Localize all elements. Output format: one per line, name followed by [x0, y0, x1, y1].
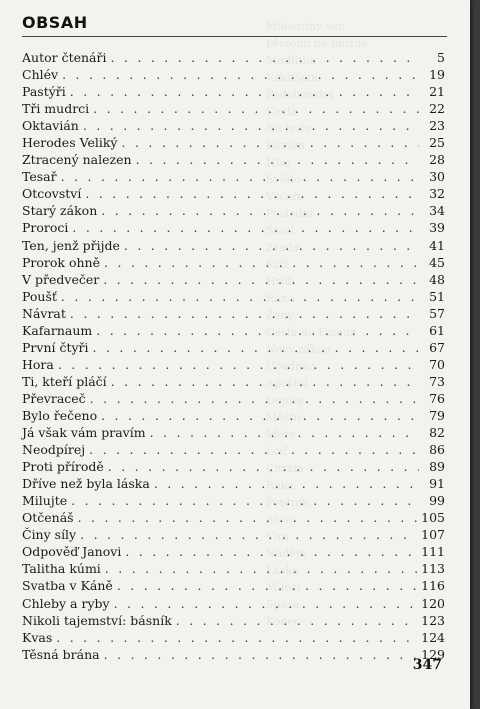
- toc-entry-title: Autor čtenáři: [22, 50, 107, 65]
- dot-leader: [70, 83, 419, 100]
- toc-entry-page: 116: [421, 578, 445, 594]
- toc-entry-title: Tesař: [22, 169, 57, 185]
- toc-entry: [22, 66, 445, 83]
- toc-entry-page: 22: [429, 101, 445, 117]
- toc-entry-title: Návrat: [22, 305, 66, 321]
- dot-leader: [114, 595, 418, 612]
- toc-entry: [22, 83, 445, 100]
- dot-leader: [122, 134, 420, 151]
- dot-leader: [125, 543, 417, 560]
- toc-entry-page: 129: [421, 646, 445, 662]
- toc-entry: [22, 237, 445, 254]
- toc-entry-page: 39: [429, 220, 445, 236]
- toc-entry-page: 57: [429, 305, 445, 321]
- toc-entry-page: 124: [421, 629, 445, 645]
- toc-entry: [22, 168, 445, 185]
- dot-leader: [85, 185, 419, 202]
- toc-entry-page: 86: [429, 442, 445, 458]
- toc-entry-title: Bylo řečeno: [22, 407, 98, 423]
- toc-entry-title: Milujte: [22, 493, 68, 509]
- toc-entry-title: Tři mudrci: [22, 101, 90, 117]
- toc-entry-page: 107: [421, 527, 445, 543]
- bleed-through-text: Milosrdný sen Pěstoun na hnízdě Modlitba Vzkříšení Podobenství Cesta Na hoře Kámen Hlas Světlo Večeře Poslední Soud Zrada Kříž Hrob Ráno Ženy Cesta do Emauz Nový zákon Učedníci Apoštol Dopisy Město Moře Loď Chrám Řeka Poutník Slovo Víra Naděje Láska Milost Spása Konec: [266, 20, 368, 628]
- page-number: 347: [412, 657, 442, 673]
- toc-entry-page: 91: [429, 476, 445, 492]
- dot-leader: [96, 322, 419, 339]
- heading-rule: [22, 36, 447, 37]
- dot-leader: [56, 629, 417, 646]
- toc-entry: [22, 458, 445, 475]
- toc-entry-page: 89: [429, 459, 445, 475]
- toc-entry: [22, 560, 445, 577]
- dot-leader: [80, 526, 417, 543]
- toc-entry: [22, 629, 445, 646]
- toc-entry-title: Ti, kteří pláčí: [22, 373, 107, 389]
- dot-leader: [154, 475, 419, 492]
- toc-entry: [22, 595, 445, 612]
- toc-entry-page: 34: [429, 203, 445, 219]
- toc-entry: [22, 492, 445, 509]
- dot-leader: [117, 577, 417, 594]
- toc-entry-title: Proroci: [22, 220, 69, 236]
- toc-entry-page: 51: [429, 288, 445, 304]
- toc-entry-page: 73: [429, 373, 445, 389]
- toc-entry-title: Otčenáš: [22, 510, 74, 526]
- dot-leader: [176, 612, 417, 629]
- dot-leader: [111, 373, 419, 390]
- toc-entry-title: Kafarnaum: [22, 322, 93, 338]
- dot-leader: [89, 441, 419, 458]
- dot-leader: [101, 202, 419, 219]
- toc-entry-title: Ztracený nalezen: [22, 152, 132, 168]
- dot-leader: [124, 237, 419, 254]
- dot-leader: [72, 219, 419, 236]
- toc-entry-title: Starý zákon: [22, 203, 98, 219]
- dot-leader: [70, 305, 419, 322]
- toc-entry-page: 123: [421, 612, 445, 628]
- toc-entry-title: Herodes Veliký: [22, 135, 118, 151]
- dot-leader: [58, 356, 419, 373]
- toc-entry-page: 45: [429, 254, 445, 270]
- dot-leader: [61, 168, 419, 185]
- toc-entry-title: Činy síly: [22, 527, 77, 543]
- toc-entry-page: 99: [429, 493, 445, 509]
- toc-entry-page: 70: [429, 356, 445, 372]
- toc-entry-page: 23: [429, 118, 445, 134]
- toc-entry-page: 25: [429, 135, 445, 151]
- toc-entry: [22, 49, 445, 66]
- toc-entry-title: Proti přírodě: [22, 459, 104, 475]
- toc-entry-title: Já však vám pravím: [22, 425, 146, 441]
- toc-entry-page: 30: [429, 169, 445, 185]
- toc-entry-title: Těsná brána: [22, 646, 100, 662]
- dot-leader: [71, 492, 419, 509]
- toc-entry-title: Poušť: [22, 288, 57, 304]
- toc-entry: [22, 424, 445, 441]
- toc-entry-title: Nikoli tajemství: básník: [22, 612, 172, 628]
- dot-leader: [150, 424, 419, 441]
- toc-entry: [22, 339, 445, 356]
- dot-leader: [108, 458, 419, 475]
- toc-entry-title: Dříve než byla láska: [22, 476, 150, 492]
- toc-entry-title: Neodpírej: [22, 442, 86, 458]
- toc-entry-title: Prorok ohně: [22, 254, 100, 270]
- table-of-contents: [22, 49, 445, 663]
- toc-entry: [22, 185, 445, 202]
- toc-entry: [22, 526, 445, 543]
- dot-leader: [93, 339, 419, 356]
- toc-entry: [22, 646, 445, 663]
- dot-leader: [110, 49, 419, 66]
- dot-leader: [83, 117, 419, 134]
- toc-entry-page: 111: [421, 544, 445, 560]
- toc-entry-title: Otcovství: [22, 186, 82, 202]
- toc-entry-title: První čtyři: [22, 339, 89, 355]
- dot-leader: [103, 271, 419, 288]
- toc-entry-title: Pastýři: [22, 84, 66, 100]
- dot-leader: [104, 646, 418, 663]
- toc-entry-page: 61: [429, 322, 445, 338]
- toc-entry: [22, 151, 445, 168]
- toc-entry-title: Talitha kúmi: [22, 561, 101, 577]
- toc-entry: [22, 577, 445, 594]
- toc-entry: [22, 612, 445, 629]
- toc-entry-title: Chleby a ryby: [22, 595, 110, 611]
- dot-leader: [78, 509, 418, 526]
- toc-entry-page: 5: [437, 50, 445, 65]
- toc-entry: [22, 271, 445, 288]
- toc-entry: [22, 441, 445, 458]
- toc-entry-page: 48: [429, 271, 445, 287]
- toc-entry: [22, 288, 445, 305]
- toc-entry: [22, 373, 445, 390]
- toc-entry-page: 28: [429, 152, 445, 168]
- toc-entry: [22, 254, 445, 271]
- toc-entry: [22, 322, 445, 339]
- toc-entry-title: Ten, jenž přijde: [22, 237, 120, 253]
- toc-entry-page: 19: [429, 67, 445, 83]
- toc-entry: [22, 117, 445, 134]
- dot-leader: [93, 100, 419, 117]
- toc-entry-page: 21: [429, 84, 445, 100]
- dot-leader: [90, 390, 419, 407]
- toc-entry-page: 41: [429, 237, 445, 253]
- dot-leader: [62, 66, 419, 83]
- toc-entry-title: V předvečer: [22, 271, 100, 287]
- toc-entry-page: 76: [429, 390, 445, 406]
- toc-entry-title: Oktavián: [22, 118, 79, 134]
- dot-leader: [104, 254, 419, 271]
- toc-entry: [22, 100, 445, 117]
- toc-entry: [22, 356, 445, 373]
- toc-entry-title: Chlév: [22, 67, 59, 83]
- toc-entry: [22, 543, 445, 560]
- toc-entry: [22, 390, 445, 407]
- toc-entry-page: 120: [421, 595, 445, 611]
- toc-entry-title: Svatba v Káně: [22, 578, 113, 594]
- toc-entry-title: Převraceč: [22, 390, 86, 406]
- toc-entry-page: 79: [429, 407, 445, 423]
- dot-leader: [136, 151, 419, 168]
- toc-entry: [22, 509, 445, 526]
- toc-entry: [22, 202, 445, 219]
- dot-leader: [105, 560, 417, 577]
- toc-entry-page: 82: [429, 425, 445, 441]
- dot-leader: [61, 288, 419, 305]
- toc-entry-page: 67: [429, 339, 445, 355]
- toc-entry-page: 113: [421, 561, 445, 577]
- toc-entry: [22, 134, 445, 151]
- toc-entry-page: 105: [421, 510, 445, 526]
- toc-entry: [22, 407, 445, 424]
- toc-entry-title: Odpověď Janovi: [22, 544, 122, 560]
- toc-entry-title: Hora: [22, 356, 54, 372]
- dot-leader: [101, 407, 419, 424]
- toc-entry-title: Kvas: [22, 629, 53, 645]
- toc-heading: OBSAH: [22, 13, 88, 32]
- toc-entry: [22, 219, 445, 236]
- toc-entry-page: 32: [429, 186, 445, 202]
- toc-entry: [22, 475, 445, 492]
- toc-entry: [22, 305, 445, 322]
